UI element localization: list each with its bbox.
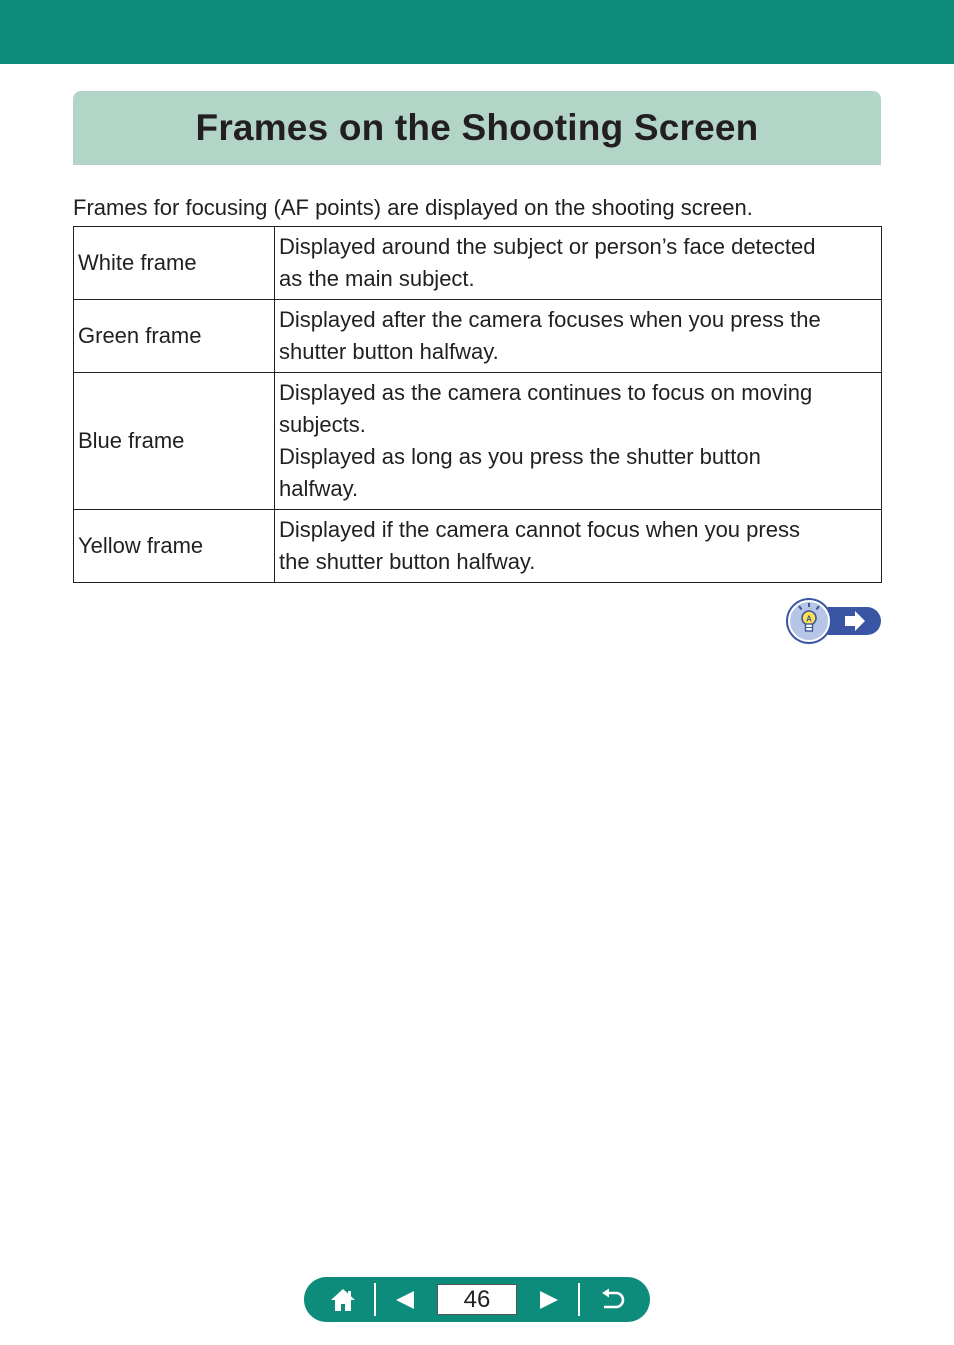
frame-description: Displayed around the subject or person’s face detected as the main subject. bbox=[275, 227, 882, 300]
nav-divider bbox=[578, 1283, 580, 1316]
table-row bbox=[74, 227, 882, 300]
frames-table bbox=[73, 226, 882, 583]
svg-text:A: A bbox=[806, 614, 812, 624]
table-row bbox=[74, 510, 882, 583]
lightbulb-tip-arrow-icon[interactable] bbox=[785, 597, 881, 645]
frame-label: Yellow frame bbox=[74, 510, 275, 583]
frame-description: Displayed as the camera continues to focus on moving subjects. Displayed as long as you press the shutter button halfway. bbox=[275, 373, 882, 510]
page-navigation bbox=[304, 1277, 650, 1322]
frame-description: Displayed if the camera cannot focus when you press the shutter button halfway. bbox=[275, 510, 882, 583]
table-row bbox=[74, 373, 882, 510]
next-arrow-icon bbox=[538, 1290, 560, 1310]
page-number: 46 bbox=[437, 1284, 517, 1315]
frame-description: Displayed after the camera focuses when you press the shutter button halfway. bbox=[275, 300, 882, 373]
page-title: Frames on the Shooting Screen bbox=[195, 107, 759, 148]
return-icon bbox=[599, 1288, 627, 1312]
title-panel bbox=[73, 91, 881, 165]
frame-label: White frame bbox=[74, 227, 275, 300]
frame-label: Blue frame bbox=[74, 373, 275, 510]
prev-arrow-icon bbox=[394, 1290, 416, 1310]
home-icon bbox=[329, 1287, 357, 1313]
frame-label: Green frame bbox=[74, 300, 275, 373]
top-banner bbox=[0, 0, 954, 64]
next-page-button[interactable] bbox=[528, 1277, 570, 1322]
home-button[interactable] bbox=[322, 1277, 364, 1322]
nav-divider bbox=[374, 1283, 376, 1316]
intro-text: Frames for focusing (AF points) are displayed on the shooting screen. bbox=[73, 195, 753, 220]
prev-page-button[interactable] bbox=[384, 1277, 426, 1322]
return-button[interactable] bbox=[592, 1277, 634, 1322]
table-row bbox=[74, 300, 882, 373]
